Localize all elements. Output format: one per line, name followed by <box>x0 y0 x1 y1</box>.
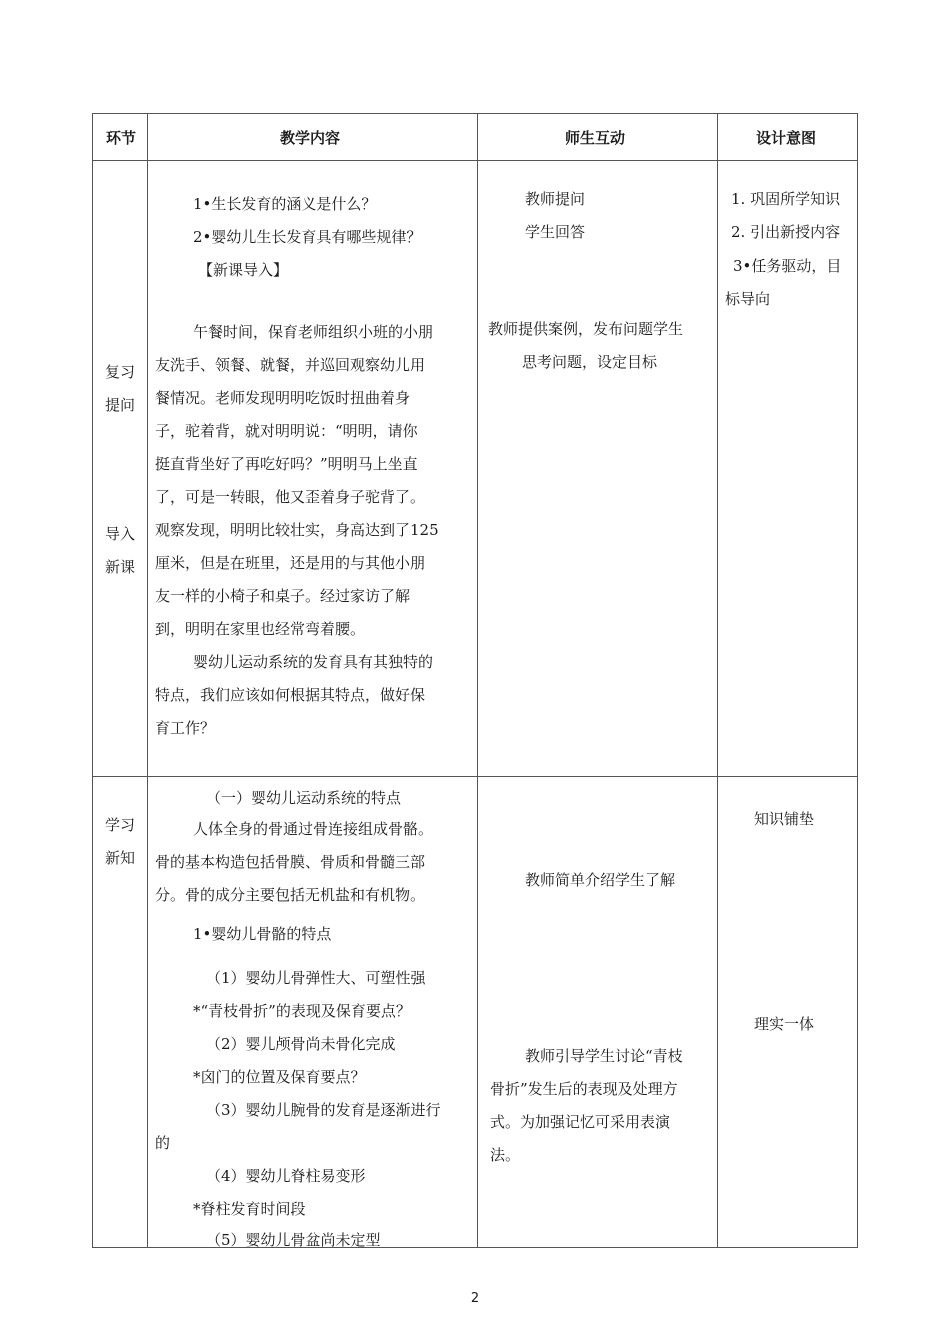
discussion-line: 法。 <box>490 1146 521 1164</box>
case-line: 到，明明在家里也经常弯着腰。 <box>155 620 366 638</box>
case-line: 餐情况。老师发现明明吃饭时扭曲着身 <box>155 389 411 407</box>
intro-line: 分。骨的成分主要包括无机盐和有机物。 <box>155 886 426 904</box>
interaction-brief-intro: 教师简单介绍学生了解 <box>525 871 676 889</box>
intent-line: 3•任务驱动，目 <box>733 257 842 275</box>
lesson-plan-table <box>92 113 858 1248</box>
interaction-teacher-asks: 教师提问 <box>525 190 586 208</box>
review-question-2: 2•婴幼儿生长发育具有哪些规律？ <box>193 228 422 246</box>
item-3: （3）婴幼儿腕骨的发育是逐渐进行 <box>206 1101 441 1119</box>
question-line: 婴幼儿运动系统的发育具有其独特的 <box>193 653 434 671</box>
section-title: （一）婴幼儿运动系统的特点 <box>206 789 402 807</box>
page-number: 2 <box>470 1291 480 1306</box>
item-2-note: *囟门的位置及保育要点？ <box>193 1068 366 1086</box>
header-interaction: 师生互动 <box>565 129 626 147</box>
item-5: （5）婴幼儿骨盆尚未定型 <box>206 1231 381 1249</box>
new-lesson-heading: 【新课导入】 <box>198 261 289 279</box>
header-intent: 设计意图 <box>756 129 817 147</box>
stage-learn-2: 新知 <box>105 849 136 867</box>
question-line: 特点，我们应该如何根据其特点，做好保 <box>155 686 426 704</box>
case-line: 午餐时间，保育老师组织小班的小朋 <box>193 323 434 341</box>
case-line: 观察发现，明明比较壮实，身高达到了125 <box>155 521 439 539</box>
column-divider <box>147 114 148 1247</box>
stage-intro-1: 导入 <box>105 525 136 543</box>
discussion-line: 教师引导学生讨论“青枝 <box>525 1047 683 1065</box>
stage-learn-1: 学习 <box>105 816 136 834</box>
intro-line: 骨的基本构造包括骨膜、骨质和骨髓三部 <box>155 853 426 871</box>
case-line: 了，可是一转眼，他又歪着身子驼背了。 <box>155 488 426 506</box>
interaction-case-1: 教师提供案例，发布问题学生 <box>488 320 684 338</box>
header-stage: 环节 <box>106 129 137 147</box>
interaction-case-2: 思考问题，设定目标 <box>522 353 658 371</box>
item-4: （4）婴幼儿脊柱易变形 <box>206 1167 366 1185</box>
column-divider <box>477 114 478 1247</box>
stage-review-1: 复习 <box>105 363 136 381</box>
stage-review-2: 提问 <box>105 396 136 414</box>
item-4-note: *脊柱发育时间段 <box>193 1200 306 1218</box>
discussion-line: 式。为加强记忆可采用表演 <box>490 1113 671 1131</box>
item-3-continued: 的 <box>155 1134 171 1152</box>
case-line: 友洗手、领餐、就餐，并巡回观察幼儿用 <box>155 356 426 374</box>
discussion-line: 骨折”发生后的表现及处理方 <box>490 1080 678 1098</box>
case-line: 子，驼着背，就对明明说：“明明，请你 <box>155 422 418 440</box>
case-line: 友一样的小椅子和桌子。经过家访了解 <box>155 587 411 605</box>
item-2: （2）婴儿颅骨尚未骨化完成 <box>206 1035 396 1053</box>
interaction-students-answer: 学生回答 <box>525 223 586 241</box>
intro-line: 人体全身的骨通过骨连接组成骨骼。 <box>193 820 434 838</box>
stage-intro-2: 新课 <box>105 558 136 576</box>
row-divider <box>93 160 857 161</box>
case-line: 挺直背坐好了再吃好吗？”明明马上坐直 <box>155 455 418 473</box>
item-1: （1）婴幼儿骨弹性大、可塑性强 <box>206 969 426 987</box>
header-content: 教学内容 <box>280 129 341 147</box>
intent-line: 2. 引出新授内容 <box>731 223 841 241</box>
intent-line: 标导向 <box>725 290 771 308</box>
intent-line: 1. 巩固所学知识 <box>731 190 841 208</box>
column-divider <box>717 114 718 1247</box>
case-line: 厘米，但是在班里，还是用的与其他小朋 <box>155 554 426 572</box>
question-line: 育工作？ <box>155 719 216 737</box>
row-divider <box>93 776 857 777</box>
item-1-note: *“青枝骨折”的表现及保育要点？ <box>193 1002 411 1020</box>
intent-knowledge-foundation: 知识铺垫 <box>754 810 815 828</box>
skeleton-subtitle: 1•婴幼儿骨骼的特点 <box>193 925 332 943</box>
review-question-1: 1•生长发育的涵义是什么？ <box>193 195 377 213</box>
intent-theory-practice: 理实一体 <box>754 1015 815 1033</box>
